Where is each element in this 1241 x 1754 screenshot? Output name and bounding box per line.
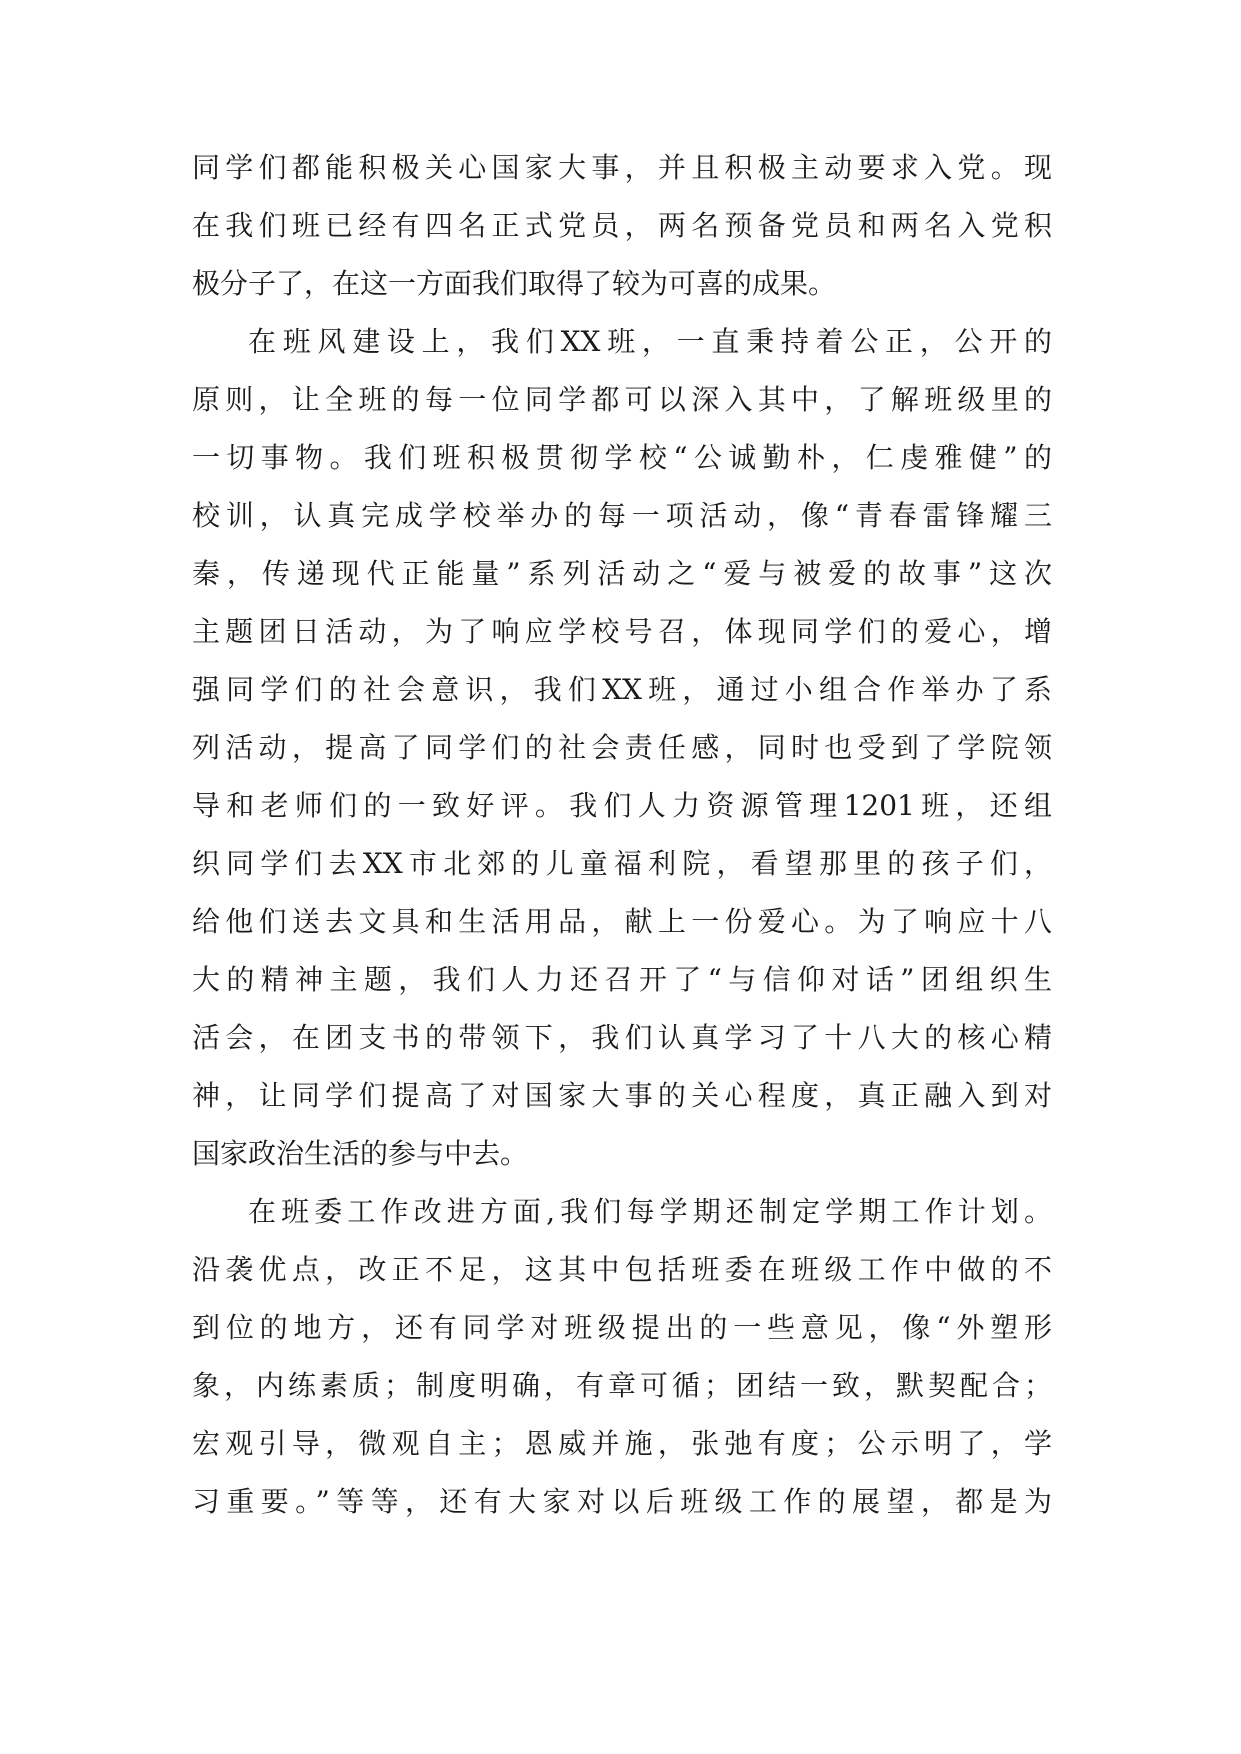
text-line: 在我们班已经有四名正式党员，两名预备党员和两名入党积 <box>192 209 1052 242</box>
text-line: 沿袭优点，改正不足，这其中包括班委在班级工作中做的不 <box>192 1253 1052 1286</box>
text-line: 给他们送去文具和生活用品，献上一份爱心。为了响应十八 <box>192 905 1052 938</box>
text-line: 原则，让全班的每一位同学都可以深入其中，了解班级里的 <box>192 383 1052 416</box>
text-line: 神，让同学们提高了对国家大事的关心程度，真正融入到对 <box>192 1079 1052 1112</box>
text-line: 导和老师们的一致好评。我们人力资源管理1201班，还组 <box>192 789 1052 822</box>
text-line: 国家政治生活的参与中去。 <box>192 1137 529 1170</box>
text-line: 校训，认真完成学校举办的每一项活动，像“青春雷锋耀三 <box>192 499 1052 532</box>
text-line: 活会，在团支书的带领下，我们认真学习了十八大的核心精 <box>192 1021 1052 1054</box>
text-line: 宏观引导，微观自主；恩威并施，张弛有度；公示明了，学 <box>192 1427 1052 1460</box>
paragraph-start-line: 在班风建设上，我们XX班，一直秉持着公正，公开的 <box>248 325 1052 358</box>
text-line: 织同学们去XX市北郊的儿童福利院，看望那里的孩子们， <box>192 847 1052 880</box>
text-line: 大的精神主题，我们人力还召开了“与信仰对话”团组织生 <box>192 963 1052 996</box>
text-line: 同学们都能积极关心国家大事，并且积极主动要求入党。现 <box>192 151 1052 184</box>
text-line: 到位的地方，还有同学对班级提出的一些意见，像“外塑形 <box>192 1311 1052 1344</box>
text-line: 极分子了，在这一方面我们取得了较为可喜的成果。 <box>192 267 837 300</box>
text-line: 象，内练素质；制度明确，有章可循；团结一致，默契配合； <box>192 1369 1052 1402</box>
text-line: 一切事物。我们班积极贯彻学校“公诚勤朴，仁虔雅健”的 <box>192 441 1052 474</box>
text-line: 列活动，提高了同学们的社会责任感，同时也受到了学院领 <box>192 731 1052 764</box>
text-line: 习重要。”等等，还有大家对以后班级工作的展望，都是为 <box>192 1485 1052 1518</box>
text-line: 主题团日活动，为了响应学校号召，体现同学们的爱心，增 <box>192 615 1052 648</box>
paragraph-start-line: 在班委工作改进方面,我们每学期还制定学期工作计划。 <box>248 1195 1052 1228</box>
text-line: 秦，传递现代正能量”系列活动之“爱与被爱的故事”这次 <box>192 557 1052 590</box>
text-line: 强同学们的社会意识，我们XX班，通过小组合作举办了系 <box>192 673 1052 706</box>
